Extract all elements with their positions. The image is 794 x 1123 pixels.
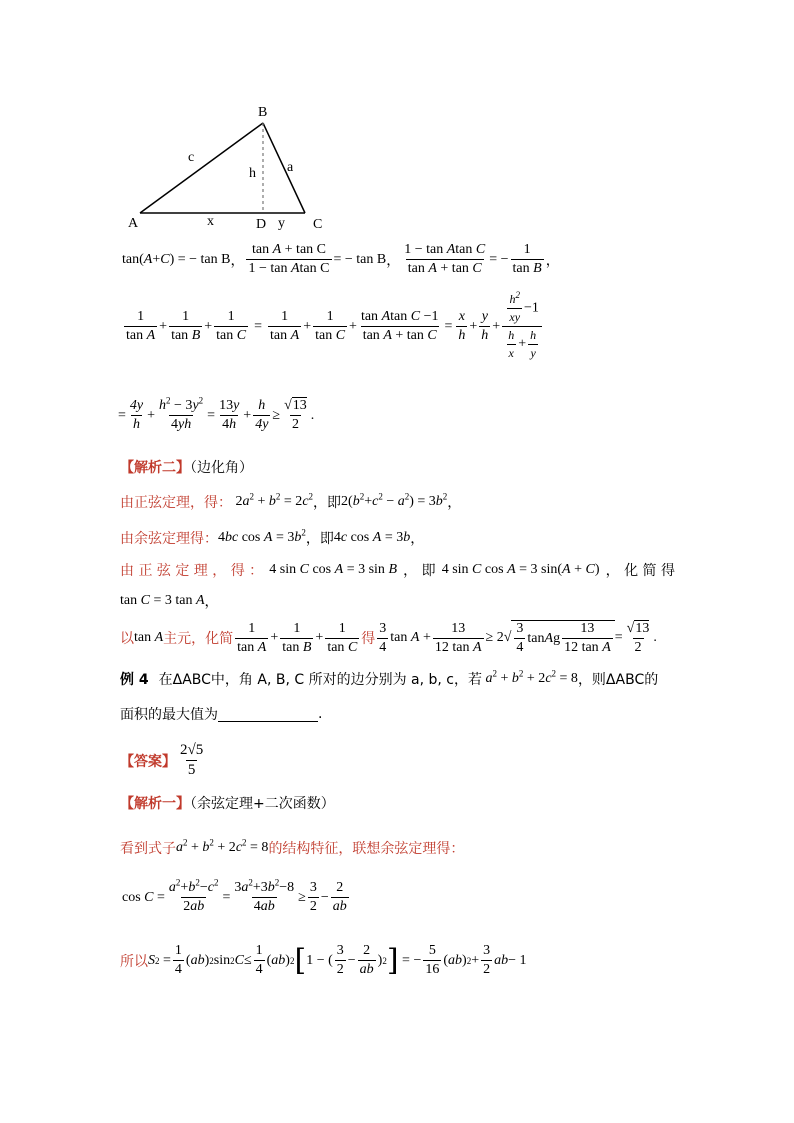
method2-line4: tan C = 3 tan A ， [120, 593, 219, 610]
method2-heading: 【解析二】（边化角） [120, 460, 253, 476]
area-line: 所以 S 2 = $\frac{1}{4}$ ( ab ) 2 sin 2 C ≤ $\frac{1}{4}$ ( ab ) 2 [ 1 − ( $\frac{3}{2}$ − $\frac{2}{ab}$ ) 2 ] = − $\frac{5}{16}$ ( ab ) 2 + $\frac{3}{2}$ ab − 1 [120, 942, 527, 978]
reciprocal-sum-line: $\frac{1}{\text{tan A}}$ + $\frac{1}{\text{tan B}}$ + $\frac{1}{\text{tan C}}$ = $\frac{1}{\text{tan A}}$ + $\frac{1}{\text{tan C}}$ + $\frac{\text{tan Atan C −1}}{\text{tan A + tan C}}$ = $\frac{x}{h}$ + $\frac{y}{h}$ + $\frac{h^2}{xy}$ −1 $\frac{h}{x}$ + $\frac{h}{y}$ [122, 292, 544, 361]
method2-line1: 由正弦定理，得： $2a^2 + b^2 = 2c^2$ ，即 $2(b^2+c^2 - a^2) = 3b^2$ ， [120, 491, 462, 511]
method2-line2: 由余弦定理得： 4bc $\cos A = 3b^2$ ，即 4c cos A = 3b ， [120, 527, 425, 547]
label-c: c [188, 150, 195, 165]
method2-line3: 由 正 弦 定 理 ， 得 ： 4 sin C cos A = 3 sin B ， 即 4 sin C cos A = 3 sin(A + C) ， 化 简 得 [120, 562, 675, 579]
label-y: y [278, 216, 285, 231]
method2-line5: 以 tan A 主元，化简 $\frac{1}{\text{tan A}}$ + $\frac{1}{\text{tan B}}$ + $\frac{1}{\text{tan C}}$ 得 $\frac{3}{4}$ tan A + $\frac{13}{\text{12 tan A}}$ ≥ 2 √ $\frac{3}{4}$ tan A g $\frac{13}{\text{12 tan A}}$ = $\frac{√13}{2}$ . [120, 620, 657, 655]
method1-heading: 【解析一】（余弦定理+二次函数） [120, 796, 335, 812]
point-C: C [313, 217, 323, 232]
triangle-figure [120, 100, 340, 240]
method1-line1: 看到式子 $a^2 + b^2 + 2c^2 = 8$ 的结构特征，联想余弦定理得： [120, 837, 465, 857]
answer-line: 【答案】 $\frac{2√5}{5}$ [120, 742, 204, 778]
side-c [140, 123, 263, 213]
cosine-line: cos C = $\frac{a^2+b^2-c^2}{2ab}$ = $\frac{3a^2+3b^2-8}{4ab}$ ≥ $\frac{3}{2}$ − $\frac{2}{ab}$ [122, 877, 347, 914]
point-D: D [256, 217, 267, 232]
point-A: A [128, 216, 139, 231]
side-a [263, 123, 305, 213]
answer-blank [218, 707, 318, 722]
example4-line2: 面积的最大值为 . [120, 706, 323, 723]
point-B: B [258, 105, 268, 120]
label-x: x [207, 214, 214, 229]
inequality-line: = $\frac{4y}{h}$ + $\frac{h^2 - 3y^2}{4yh}$ = $\frac{13y}{4h}$ + $\frac{h}{4y}$ ≥ $\frac{√13}{2}$ . [118, 395, 315, 432]
label-h: h [249, 166, 256, 181]
tan-identity-line: tan(A+C) = − tan B ， $\frac{\text{tan A + tan C}}{\text{1 − tan Atan C}}$ = − tan B ， $\frac{\text{1 − tan Atan C}}{\text{tan A + tan C}}$ = − $\frac{1}{\text{tan B}}$ ， [122, 242, 560, 276]
label-a: a [287, 160, 294, 175]
example4-line1: 例 4 在ΔABC中，角 A, B, C 所对的边分别为 a, b, c，若 $a^2 + b^2 + 2c^2 = 8$ ，则ΔABC的 [120, 668, 659, 688]
